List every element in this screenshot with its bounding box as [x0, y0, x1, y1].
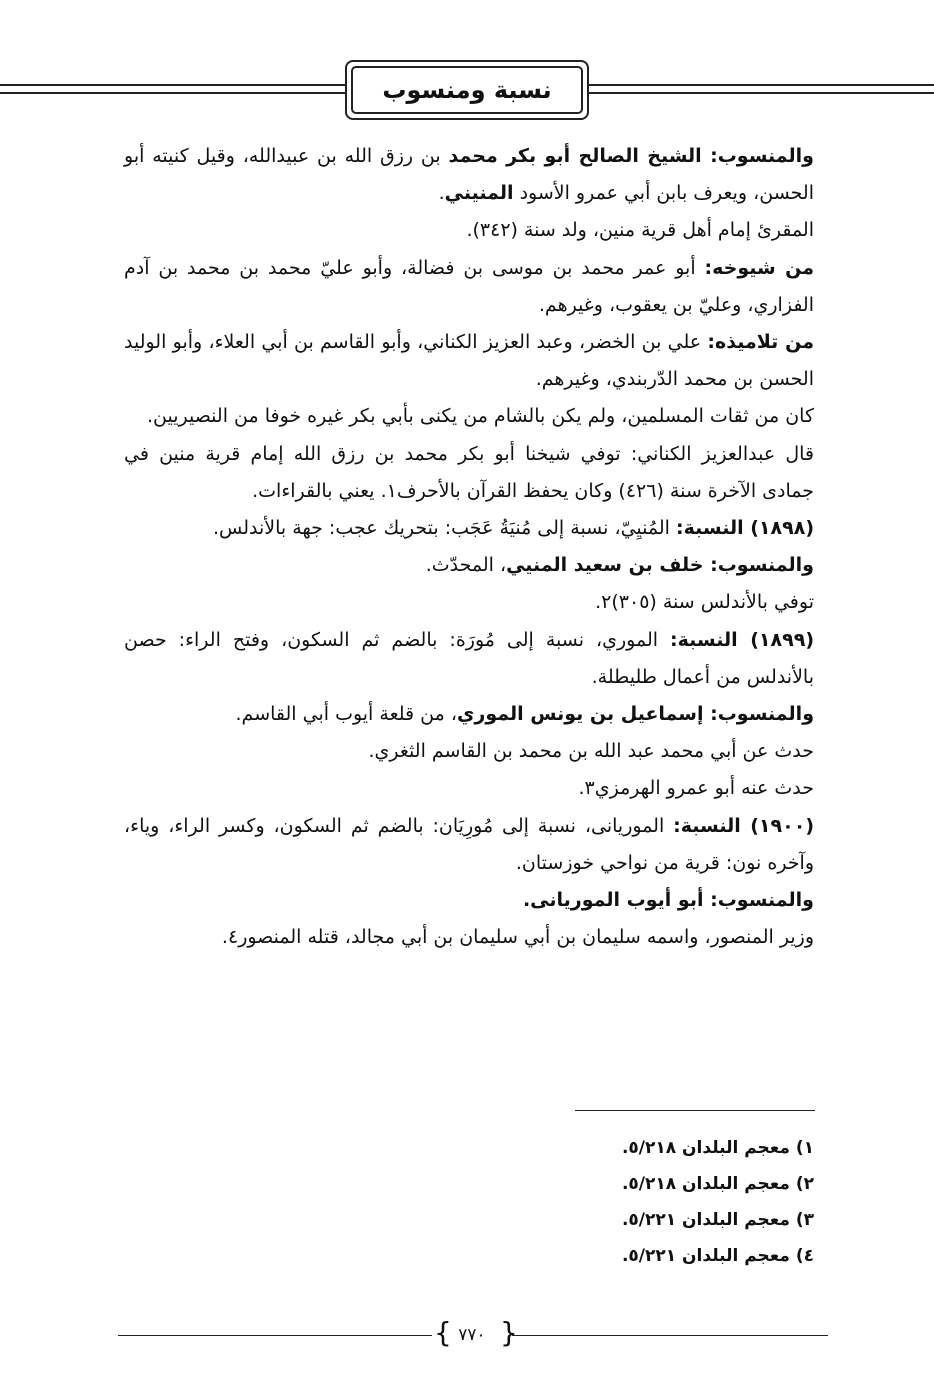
paragraph: حدث عن أبي محمد عبد الله بن محمد بن القاسم الثغري.: [368, 740, 814, 763]
paragraph: (١٩٠٠) النسبة: الموريانى، نسبة إلى مُورِيَان: بالضم ثم السكون، وكسر الراء، وياء، وآخره نون: قرية من نواحي خوزستان.: [124, 814, 814, 874]
header-rule-right-2: [589, 92, 934, 94]
header-rule-left-1: [0, 84, 345, 86]
paragraph: والمنسوب: إسماعيل بن يونس الموري، من قلعة أيوب أبي القاسم.: [235, 703, 814, 726]
left-brace-icon: {: [434, 1316, 452, 1349]
header-rule-right-1: [589, 84, 934, 86]
right-brace-icon: }: [500, 1316, 518, 1349]
footnote: ١) معجم البلدان ٥/٢١٨.: [621, 1138, 814, 1158]
paragraph: (١٨٩٩) النسبة: الموري، نسبة إلى مُورَة: بالضم ثم السكون، وفتح الراء: حصن بالأندلس من أعمال طليطلة.: [124, 628, 814, 688]
paragraph: قال عبدالعزيز الكناني: توفي شيخنا أبو بكر محمد بن رزق الله إمام قرية منين في جمادى الآخرة سنة (٤٢٦) وكان يحفظ القرآن بالأحرف١. يعني بالقراءات.: [124, 442, 814, 502]
title-frame: [345, 60, 589, 120]
paragraph: المقرئ إمام أهل قرية منين، ولد سنة (٣٤٢).: [466, 219, 814, 242]
page-header: [0, 56, 934, 128]
paragraph: وزير المنصور، واسمه سليمان بن أبي سليمان بن أبي مجالد، قتله المنصور٤.: [221, 926, 814, 949]
footnote: ٢) معجم البلدان ٥/٢١٨.: [621, 1174, 814, 1194]
header-rule-left-2: [0, 92, 345, 94]
paragraph: (١٨٩٨) النسبة: المُنيِيّ، نسبة إلى مُنيَةُ عَجَب: بتحريك عجب: جهة بالأندلس.: [212, 517, 814, 540]
main-text: [124, 138, 814, 956]
paragraph: من شيوخه: أبو عمر محمد بن موسى بن فضالة، وأبو عليّ محمد بن محمد بن آدم الفزاري، وعليّ بن يعقوب، وغيرهم.: [124, 256, 814, 316]
footnote: ٣) معجم البلدان ٥/٢٢١.: [621, 1210, 814, 1230]
paragraph: والمنسوب: الشيخ الصالح أبو بكر محمد بن رزق الله بن عبيدالله، وقيل كنيته أبو الحسن، ويعرف بابن أبي عمرو الأسود المنيني.: [124, 145, 814, 205]
footer-rule-right: [512, 1335, 828, 1336]
footer-rule-left: [118, 1335, 432, 1336]
paragraph: من تلاميذه: علي بن الخضر، وعبد العزيز الكناني، وأبو القاسم بن أبي العلاء، وأبو الوليد الحسن بن محمد الدّربندي، وغيرهم.: [124, 331, 814, 391]
paragraph: والمنسوب: أبو أيوب الموريانى.: [522, 889, 814, 912]
paragraph: كان من ثقات المسلمين، ولم يكن بالشام من يكنى بأبي بكر غيره خوفا من النصيريين.: [146, 405, 814, 428]
paragraph: توفي بالأندلس سنة (٣٠٥)٢.: [595, 591, 814, 614]
page-title: نسبة ومنسوب: [351, 66, 583, 114]
footnote-separator: [575, 1110, 815, 1111]
footnotes: [120, 1130, 814, 1274]
footnote: ٤) معجم البلدان ٥/٢٢١.: [621, 1246, 814, 1266]
page-number: ٧٧٠: [458, 1325, 486, 1345]
paragraph: والمنسوب: خلف بن سعيد المنيي، المحدّث.: [425, 554, 814, 577]
paragraph: حدث عنه أبو عمرو الهرمزي٣.: [578, 777, 814, 800]
page-footer: [0, 1318, 934, 1358]
